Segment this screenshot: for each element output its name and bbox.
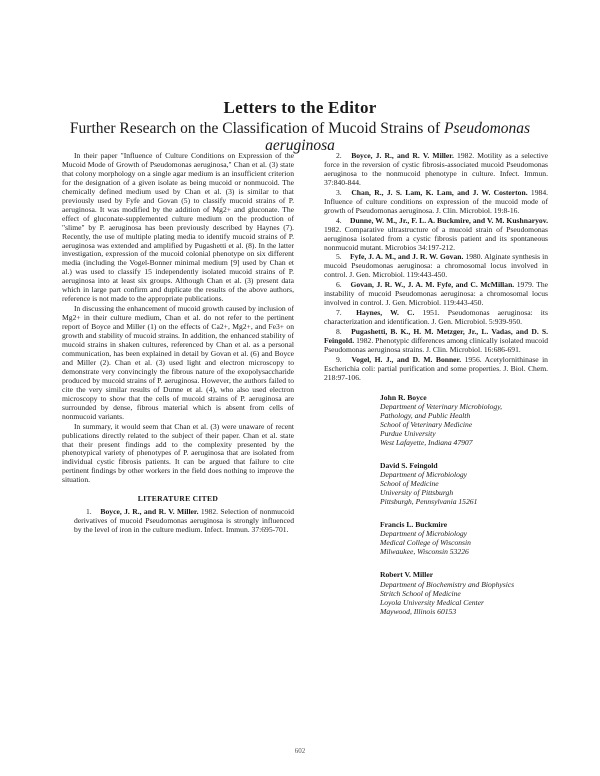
reference-number: 3. <box>336 187 342 197</box>
affiliation-line: Department of Veterinary Microbiology, <box>380 402 503 412</box>
affiliation-line: Department of Microbiology <box>380 529 468 539</box>
reference-number: 4. <box>336 215 342 225</box>
reference-item <box>312 281 548 308</box>
reference-authors: Chan, R., J. S. Lam, K. Lam, and J. W. Costerton. <box>351 187 528 197</box>
reference-authors: Boyce, J. R., and R. V. Miller. <box>100 507 199 517</box>
affiliation-line: Pathology, and Public Health <box>380 411 471 421</box>
page-number: 602 <box>294 747 306 755</box>
reference-authors: Govan, J. R. W., J. A. M. Fyfe, and C. McMillan. <box>350 280 515 290</box>
author-signature <box>312 570 548 615</box>
reference-item <box>312 217 548 253</box>
affiliation-line: Pittsburgh, Pennsylvania 15261 <box>380 497 478 507</box>
reference-text: 1956. Acetylornithinase in Escherichia coli: partial purification and some properties. J. Biol. Chem. 218:97-106. <box>324 354 548 382</box>
author-name: David S. Feingold <box>380 461 438 471</box>
section-title: Letters to the Editor <box>223 98 377 117</box>
reference-number: 1. <box>86 507 92 517</box>
reference-authors: Vogel, H. J., and D. M. Bonner. <box>351 354 462 364</box>
reference-item <box>312 152 548 188</box>
reference-text: 1982. Comparative ultrastructure of a mucoid strain of Pseudomonas aeruginosa isolated from a cystic fibrosis patient and its spontaneous nonmucoid mutant. Microbios 34:197-212. <box>324 224 548 252</box>
reference-text: 1979. The instability of mucoid Pseudomonas aeruginosa: a chromosomal locus involved in control. J. Gen. Microbiol. 119:443-450. <box>324 280 548 308</box>
affiliation-line: Department of Biochemistry and Biophysics <box>380 579 515 589</box>
reference-item <box>312 328 548 355</box>
reference-number: 8. <box>336 327 342 337</box>
author-name: Francis L. Buckmire <box>380 520 448 530</box>
affiliation-line: Maywood, Illinois 60153 <box>380 606 457 616</box>
reference-authors: Haynes, W. C. <box>356 308 415 318</box>
reference-text: 1984. Influence of culture conditions on expression of the mucoid mode of growth of Pseudomonas aeruginosa. J. Clin. Microbiol. 19:8-16. <box>324 187 549 215</box>
left-column <box>62 152 294 535</box>
reference-text: 1980. Alginate synthesis in mucoid Pseudomonas aeruginosa: a chromosomal locus involved in control. J. Gen. Microbiol. 119:443-450. <box>324 252 548 280</box>
affiliation-line: Stritch School of Medicine <box>380 588 461 598</box>
affiliation-line: Purdue University <box>380 429 436 439</box>
reference-authors: Pugashetti, B. K., H. M. Metzger, Jr., L. Vadas, and D. S. Feingold. <box>324 327 549 346</box>
affiliation-line: University of Pittsburgh <box>380 488 454 498</box>
affiliation-line: School of Medicine <box>380 479 439 489</box>
affiliation-line: Department of Microbiology <box>380 470 468 480</box>
right-column <box>312 152 548 616</box>
affiliation-line: School of Veterinary Medicine <box>380 420 473 430</box>
author-signature <box>312 520 548 556</box>
reference-item <box>312 189 548 216</box>
body-paragraph: In summary, it would seem that Chan et al. (3) were unaware of recent publications directly related to the subject of their paper. Chan et al. state that their present findings add to the complexity presented by the phenotypical variety of phenotypes of P. aeruginosa that are isolated from individual cystic fibrosis patients. It can be argued that failure to cite pertinent findings by other workers in the field does nothing to improve the situation. <box>62 421 294 485</box>
article-title-genus: Pseudomonas <box>443 120 531 137</box>
reference-number: 6. <box>336 280 342 290</box>
reference-item <box>312 253 548 280</box>
author-name: Robert V. Miller <box>380 570 434 580</box>
author-signature <box>312 461 548 506</box>
reference-text: 1982. Phenotypic differences among clinically isolated mucoid Pseudomonas aeruginosa strains. J. Clin. Microbiol. 16:686-691. <box>324 336 548 355</box>
literature-cited-heading: LITERATURE CITED <box>137 494 219 504</box>
reference-item <box>62 508 294 535</box>
reference-authors: Dunne, W. M., Jr., F. L. A. Buckmire, and V. M. Kushnaryov. <box>350 215 548 225</box>
affiliation-line: West Lafayette, Indiana 47907 <box>380 438 473 448</box>
author-name: John R. Boyce <box>380 392 427 402</box>
affiliation-line: Loyola University Medical Center <box>380 597 484 607</box>
reference-number: 7. <box>336 308 342 318</box>
article-title-species: aeruginosa <box>265 137 335 154</box>
reference-number: 5. <box>336 252 342 262</box>
affiliation-line: Medical College of Wisconsin <box>380 538 471 548</box>
body-paragraph: In their paper "Influence of Culture Conditions on Expression of the Mucoid Mode of Growth of Pseudomonas aeruginosa," Chan et al. (3) state that colony morphology on a single agar medium is an insufficient criterion for the designation of a given isolate as being mucoid or nonmucoid. The chemically defined medium used by Chan et al. (3) is similar to that previously used by Fyfe and Govan (5) to classify mucoid strains of P. aeruginosa. It was modified by the addition of Mg2+ and gluconate. The effect of gluconate-supplemented culture medium on the production of "slime" by P. aeruginosa has been previously described by Haynes (7). Recently, the use of multiple plating media to identify mucoid strains of P. aeruginosa was extended and amplified by Pugashetti et al. (8). In the latter investigation, expression of the mucoid colonial phenotype on six different media (including the Vogel-Bonner minimal medium [9] used by Chan et al.) was used to classify 15 independently isolated mucoid strains of P. aeruginosa into at least six groups. Although Chan et al. (3) present data which in large part confirm and duplicate the results of the above authors, reference is not made to the appropriate publications. <box>62 151 294 304</box>
reference-item <box>312 356 548 383</box>
reference-item <box>312 309 548 327</box>
reference-text: 1982. Motility as a selective force in the reversion of cystic fibrosis-associated mucoid Pseudomonas aeruginosa to the nonmucoid phenotype in culture. Infect. Immun. 37:840-844. <box>324 151 548 187</box>
affiliation-line: Milwaukee, Wisconsin 53226 <box>380 547 469 557</box>
article-title-prefix: Further Research on the Classification of Mucoid Strains of <box>69 120 441 137</box>
article-title <box>40 120 560 154</box>
reference-number: 9. <box>336 354 342 364</box>
body-paragraph: In discussing the enhancement of mucoid growth caused by inclusion of Mg2+ in their culture medium, Chan et al. do not refer to the pertinent report of Boyce and Miller (1) on the effects of Ca2+, Mg2+, and Fe3+ on growth and stability of mucoid strains. In addition, the enhanced stability of mucoid strains in shaken cultures, referenced by Chan et al. as a personal communication, has been explained in detail by Govan et al. (6) and Boyce and Miller (2). Chan et al. (3) used light and electron microscopy to demonstrate very convincingly the fibrous nature of the exopolysaccharide produced by mucoid strains of P. aeruginosa. However, the authors failed to cite the very similar results of Dunne et al. (4), who also used electron microscopy to show that the cells of mucoid strains of P. aeruginosa are surrounded by dense, fibrous material which is absent from cells of nonmucoid variants. <box>62 304 294 421</box>
author-signature <box>312 393 548 447</box>
reference-authors: Boyce, J. R., and R. V. Miller. <box>351 151 454 160</box>
reference-text: 1951. Pseudomonas aeruginosa: its characterization and identification. J. Gen. Microbiol. 5:939-950. <box>324 308 548 327</box>
reference-text: 1982. Selection of nonmucoid derivatives of mucoid Pseudomonas aeruginosa is strongly influenced by the level of iron in the culture medium. Infect. Immun. 37:695-701. <box>74 507 294 535</box>
reference-number: 2. <box>336 151 342 160</box>
reference-authors: Fyfe, J. A. M., and J. R. W. Govan. <box>350 252 464 262</box>
